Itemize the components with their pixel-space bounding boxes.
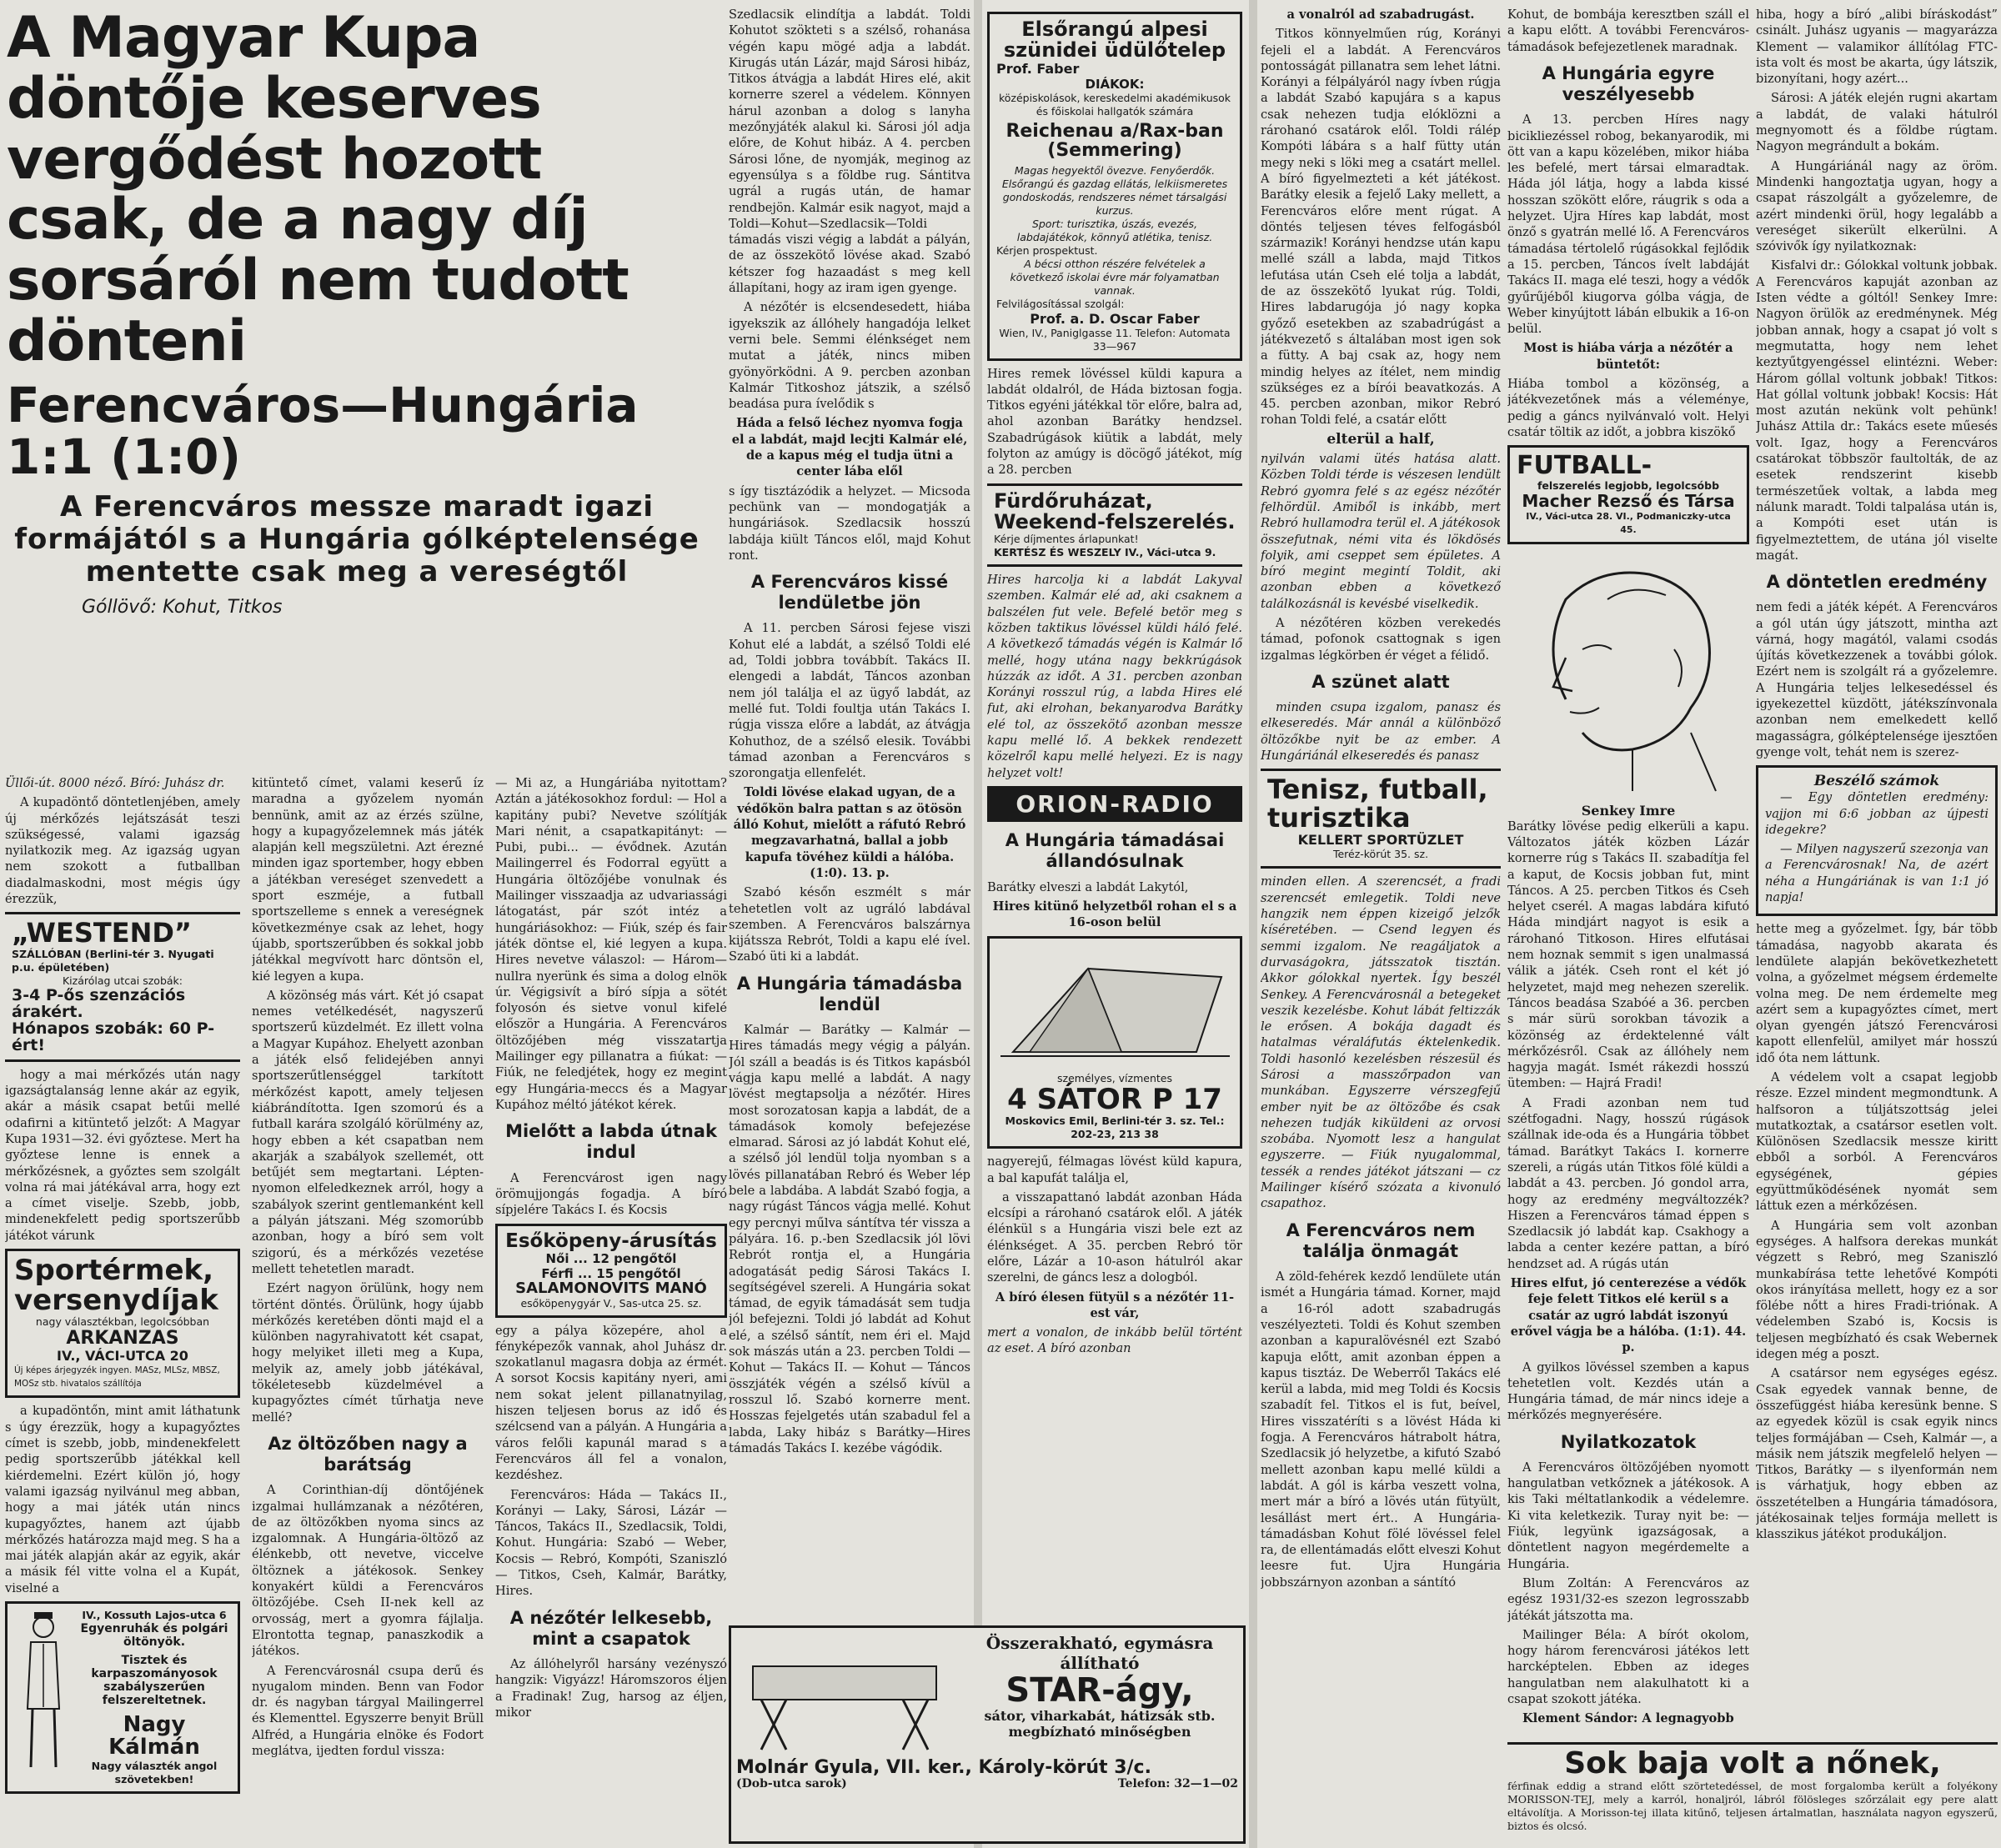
officer-figure-icon xyxy=(14,1609,73,1775)
bold-paragraph: elterül a half, xyxy=(1326,430,1435,448)
venue-line: Üllői-út. 8000 néző. Bíró: Juhász dr. xyxy=(5,776,225,790)
ad-nagy-kalman xyxy=(5,1601,240,1794)
body-paragraph: A csatársor nem egységes egész. Csak egyedek vannak benne, de összefüggést hiába keresünk benne. S az egyedek közül is csak egyik nincs teljes formájában — Cseh, Kalmár —, a másik nem játszik megfelelő helyen — Titkos, Barátky — s ilyenformán nem is várhatjuk, hogy ebben az összetételben a Hungária támadósora, játékosainak teljes formája mellett is klasszikus játékot produkáljon. xyxy=(1756,1366,1998,1542)
body-paragraph: A Corinthian-díj döntőjének izgalmai hullámzanak a nézőtéren, de az öltözőkben nyoma sincs az izgalomnak. A Hungária-öltöző az élénkebb, ott nevetve, viccelve öltöznek a játékosok. Senkey konyakért küldi a Ferencváros öltözőjébe. Cseh II-nek kell az orvosság, mert a gyomra fájlalja. Elrontotta tegnap, panaszkodik a játékos. xyxy=(252,1483,484,1659)
ad-star-title: Összerakható, egymásra állítható xyxy=(985,1633,1214,1673)
main-headline: A Magyar Kupa döntője keserves vergődést hozott csak, de a nagy díj sorsáról nem tudott dönteni xyxy=(7,8,629,374)
section-heading: A szünet alatt xyxy=(1311,671,1450,692)
ad-nagy-line2: Tisztek és karpaszományosok szabályszerűen felszereltetnek. xyxy=(91,1654,218,1708)
ad-westend-line4: Hónapos szobák: 60 P-ért! xyxy=(12,1019,215,1054)
body-paragraph: A nézőtér is elcsendesedett, hiába igyekszik az állóhely hangadója lelket verni bele. Semmi élénkséget nem mutat a játék, nincs miben gyönyörködni. A 9. percben azonban Kalmár Titkoshoz játszik, a szélső beadása pura ívelődik s xyxy=(729,300,970,412)
body-paragraph: Mailinger Béla: A bírót okolom, hogy három ferencvárosi játékos lett harcképtelen. Ebben az ideges hangulatban nem alakulhatott ki a csapat szokott játéka. xyxy=(1507,1627,1749,1707)
bold-paragraph: Hires kitünő helyzetből rohan el s a 16-oson belül xyxy=(992,899,1237,930)
portrait-sketch-icon xyxy=(1507,549,1749,799)
ad-furdo-sub: Kérje díjmentes árlapunkat! xyxy=(994,533,1139,546)
body-paragraph: nyilván valami ütés hatása alatt. Közben Toldi térde is vészesen lendült Rebró gyomra felé s az egész nézőtér felhördül. Amiből is inkább, mert Rebró hullamodra terül el. A játékosok összefutnak, némi vita és lökdösés folyik, ami cseppet sem épületes. A bíró megint megintí Toldit, aki azonban ebben a következő találkozásnál is kevésbé viselkedik. xyxy=(1261,452,1501,611)
section-heading: A Hungária támadásai állandósulnak xyxy=(1005,830,1225,872)
section-heading: Nyilatkozatok xyxy=(1560,1431,1697,1452)
ad-nagy-addr: IV., Kossuth Lajos-utca 6 xyxy=(82,1609,227,1622)
ad-alpesi-addr: Wien, IV., Paniglgasse 11. Telefon: Automata 33—967 xyxy=(999,326,1231,353)
ad-sator-big: 4 SÁTOR P 17 xyxy=(1007,1082,1222,1116)
ad-sportermek-addr: IV., VÁCI-UTCA 20 xyxy=(57,1348,188,1365)
headline-block xyxy=(7,8,724,692)
body-paragraph: A nézőtéren közben verekedés támad, pofonok csattognak s igen izgalmas légkörben ér véget a félidő. xyxy=(1261,615,1501,663)
ad-alpesi-text: középiskolások, kereskedelmi akadémikusok és főiskolai hallgatók számára xyxy=(998,92,1231,118)
left-col-3 xyxy=(495,775,727,1842)
ad-sator-name: Moskovics Emil, Berlini-tér 3. sz. Tel.: 202-23, 213 38 xyxy=(1005,1114,1225,1141)
body-paragraph: A Hungária sem volt azonban egységes. A halfsora derekas munkát végzett s Rebró, meg Szaniszló munkabírása tette lehetővé Kompóti okos irányítása mellett, hogy ez a sor fölébe nőtt a hires Fradi-triónak. A védelemben Szabó is, Kocsis is teljesen megbízható és csak Webernek idegen még a poszt. xyxy=(1756,1218,1998,1362)
bold-paragraph: Háda a felső léchez nyomva fogja el a labdát, majd lecjti Kalmár elé, de a kapus még el tudja ütni a center lába elől xyxy=(731,416,968,479)
body-paragraph: A védelem volt a csapat legjobb része. Ezzel mindent megmondtunk. A halfsoron a túljátszottság jelei mutatkoztak, a csatársor esetlen volt. Különösen Szedlacsik messze kiritt ebből a sorból. A Ferencváros egységének, gépies együttműködésének nyomát sem láttuk ezen a mérkőzésen. xyxy=(1756,1070,1998,1214)
middle-column xyxy=(982,0,1249,1848)
section-heading: A Hungária egyre veszélyesebb xyxy=(1542,63,1715,105)
right-col-2 xyxy=(1507,7,1749,1840)
ad-sok-baja-text: férfinak eddig a strand előtt szörtetedéssel, de most forgalomba került a folyékony MORISSON-TEJ, mely a karról, honaljról, lábról fölösleges szőrzálait egy pere alatt eltávolítja. A Morisson-tej illata kitűnő, teljesen ártalmatlan, használata nagyon egyszerű, biztos és olcsó. xyxy=(1507,1779,1998,1832)
ad-alpesi-sport: Sport: turisztika, úszás, evezés, labdajátékok, könnyű atlétika, tenisz. xyxy=(1016,217,1213,243)
bold-paragraph: Toldi lövése elakad ugyan, de a védőkön balra pattan s az ötösön álló Kohut, mielőtt a ráfutó Rebró megzavarhatná, ballal a jobb kapufa tövéhez küldi a hálóba. (1:0). 13. p. xyxy=(733,785,966,880)
ad-nagy-line3: Nagy választék angol szövetekben! xyxy=(91,1759,218,1785)
body-paragraph: A Ferencváros öltözőjében nyomott hangulatban vetkőznek a játékosok. A kis Taki méltatlankodik a védelemre. Ki vita keletkezik. Turay nyit be: — Fiúk, legyünk igazságosak, a döntetlent nagyon megérdemelte a Hungária. xyxy=(1507,1460,1749,1571)
ad-esokopeny-addr: esőköpenygyár V., Sas-utca 25. sz. xyxy=(520,1296,702,1310)
ad-star-agy xyxy=(729,1625,1246,1844)
ad-alpesi xyxy=(987,12,1242,361)
body-paragraph: A zöld-fehérek kezdő lendülete után ismét a Hungária támad. Korner, majd a 16-ról adott szabadrugás veszélyezteti. Toldi és Kohut szemben azonban a kapuralövésnél ezt Szabó kapuja előtt, amit azonban éppen a kapus tisztáz. De Weberről Takács elé kerül a labda, mid meg Toldi és Kocsis szabadít fel. Titkos el is fut, beível, Hires visszatéríti s a lövést Háda ki fogja. A Ferencváros hátrabolt hátra, Szedlacsik jó helyzetbe, a kifutó Szabó mellett azonban kapu mellé küldi a labdát. A gól is kárba veszett volna, mert már a bíró a lövés után fütyült, lesállást mert ért.. A Hungária-támadásban Kohut fölé lövéssel felel ra, de ellentámadás előtt elveszi Kohut leesre fut. Ujra Hungária jobbszárnyon azonban a sántító xyxy=(1261,1270,1501,1590)
ad-esokopeny-name: SALAMONOVITS MANÓ xyxy=(515,1279,707,1297)
ad-sator xyxy=(987,936,1242,1149)
ad-star-name: Molnár Gyula, VII. ker., Károly-körút 3/c. xyxy=(736,1757,1151,1778)
bold-paragraph: Hires elfut, jó centerezése a védők feje felett Titkos elé kerül s a csatár az ugró labdát iszonyú erővel vágja be a hálóba. (1:1). 44. p. xyxy=(1510,1276,1747,1355)
body-paragraph: Ferencváros: Háda — Takács II., Korányi — Laky, Sárosi, Lázár — Táncos, Takács II., Szedlacsik, Toldi, Kohut. Hungária: Szabó — Weber, Kocsis — Rebró, Kompóti, Szaniszló — Titkos, Cseh, Kalmár, Barátky, Hires. xyxy=(495,1487,727,1599)
body-paragraph: Sárosi: A játék elején rugni akartam a labdát, de valaki hátulról megnyomott és a földbe rúgtam. Nagyon megrándult a bokám. xyxy=(1756,91,1998,154)
bold-paragraph: A bíró élesen fütyül s a nézőtér 11-est vár, xyxy=(995,1290,1235,1320)
ad-futball-name: Macher Rezső és Társa xyxy=(1522,490,1735,511)
ad-tenisz-title: Tenisz, futball, turisztika xyxy=(1267,774,1488,834)
body-paragraph: a kupadöntőn, mint amit láthatunk s úgy érezzük, hogy a kupagyőztes címet is szebb, jobb, mindenekfelett pedig sportszerűbb játékkal kell kiérdemelni. Ezért külön jó, hogy valami igazság nyilvánul meg abban, hogy a mai játék után nincs kupagyőztes, hanem azt újabb mérkőzés határozza majd meg. S ha a mai játék alapján akár az egyik, akár a másik fél vitte volna el a Kupát, viselné a xyxy=(5,1404,240,1595)
ad-furdo-title: Fürdőruházat, Weekend-felszerelés. xyxy=(994,488,1236,533)
score-line-1: Ferencváros—Hungária xyxy=(7,376,639,433)
ad-esokopeny-ferfi: Férfi ... 15 pengőtől xyxy=(541,1265,681,1281)
box-beszelo-title: Beszélő számok xyxy=(1813,773,1940,790)
body-paragraph: egy a pálya közepére, ahol a fényképezők vannak, ahol Juhász dr. szokatlanul magasra dobja az érmét. A sorsot Kocsis kapitány nyeri, ami nem sokat jelent pillanatnyilag, hiszen teljesen borus az idő és szélcsend van a pályán. A Hungária a város felőli kapunál marad s a Ferencváros áll fel a vonalon, kezdéshez. xyxy=(495,1323,727,1483)
body-paragraph: hiba, hogy a bíró „alibi bíráskodást” csinált. Juhász ugyanis — magyarázza Klement — valamikor állítólag FTC-ista volt és most be akarta, úgy látszik, bizonyítani, hogy azért... xyxy=(1756,8,1998,87)
ad-tenisz-name: KELLERT SPORTÜZLET xyxy=(1297,832,1464,849)
ad-esokopeny-title: Esőköpeny-árusítás xyxy=(505,1229,717,1252)
ad-sator-desc: személyes, vízmentes xyxy=(1057,1071,1172,1084)
scorers-line: Góllövő: Kohut, Titkos xyxy=(82,596,283,618)
section-heading: A döntetlen eredmény xyxy=(1766,572,1988,593)
ad-alpesi-prof: Prof. Faber xyxy=(996,61,1080,78)
ad-star-desc: sátor, viharkabát, hátizsák stb. megbízható minőségben xyxy=(984,1708,1216,1740)
ad-westend xyxy=(5,912,240,1061)
ad-furdo xyxy=(987,483,1242,567)
body-paragraph: A közönség más várt. Két jó csapat nemes vetélkedését, nagyszerű sportszerű küzdelmét. Ez illett volna a Magyar Kupához. Ehelyett azonban a játék első felidejében annyi sportszerűtlenséggel tarkított mérkőzést kapott, amely teljesen kiábrándította. Igen szomorú és a futball karára szolgáló körülmény az, hogy ebben a két csapatban nem akarják a szabályok szellemét, ott betűjét sem megtartani. Lépten-nyomon elfeledkeznek arról, hogy a szabályok szerint gentlemanként kell a pályán játszani. Még szomorúbb azonban, hogy a bíró sem volt szigorú, és a mérkőzés vezetése mellett tehetetlen maradt. xyxy=(252,988,484,1276)
ad-alpesi-desc: Magas hegyektől övezve. Fenyőerdők. Elsőrangú és gazdag ellátás, lelkiismeretes gondoskodás, rendszeres német társalgási kurzus. xyxy=(1001,163,1228,217)
ad-sportermek-small: Új képes árjegyzék ingyen. MASz, MLSz, MBSZ, MOSz stb. hivatalos szállítója xyxy=(14,1365,220,1390)
body-paragraph: Barátky elveszi a labdát Lakytól, xyxy=(987,879,1189,894)
ad-nagy-line1: Egyenruhák és polgári öltönyök. xyxy=(80,1622,228,1650)
box-beszelo-1: — Egy döntetlen eredmény: vajjon mi 6:6 jobban az újpesti idegekre? xyxy=(1765,790,1988,837)
body-paragraph: A Fradi azonban nem tud szétfogadni. Nagy, hosszú rúgások szállnak ide-oda és a Hungária többet támad. Barátkyt Takács I. kornerre szereli, a rúgás után Titkos fölé küldi a labdát a 43. percben. Jó gondol arra, hogy az eredmény megváltozzék? Hiszen a Ferencváros támad éppen s Szedlacsik jó labdát kap. Csakhogy a labda a center kezére pattan, a bíró hendzset ad. A rúgás után xyxy=(1507,1095,1749,1271)
body-paragraph: minden csupa izgalom, panasz és elkeseredés. Már annál a különböző öltözőkbe nyit be az ember. A Hungáriánál elkeseredés és panasz xyxy=(1261,700,1501,763)
left-col-1 xyxy=(5,775,240,1842)
body-paragraph: A 11. percben Sárosi fejese viszi Kohut elé a labdát, a szélső Toldi elé ad, Toldi jobbra továbbít. Takács II. elengedi a labdát, Táncos azonban nem jól találja el az ügyő labdát, az mellé fut. Toldi foultja után Takács I. rúgja vissza előre a labdát, az átvágja Kohuthoz, de a szélső elesik. További támad azonban a Ferencváros s szorongatja ellenfelét. xyxy=(729,621,970,781)
ad-orion xyxy=(987,786,1242,822)
ad-alpesi-contact: Felvilágosítással szolgál: xyxy=(996,297,1125,310)
body-paragraph: Hires harcolja ki a labdát Lakyval szemben. Kalmár elé ad, aki csaknem a balszélen fut vele. Befelé betör meg s közben taktikus lövéssel küldi háló felé. A következő támadás végén is Kalmár lő mellé, hogy utána nagy bekkrúgások húzzák az időt. A 31. percben azonban Korányi rosszul rúg, a labda Hires elé fut, aki elrohan, bekanyarodva Barátky elé tol, az összekötő azonban messze kapu mellé lő. A bekkek rendezett közelről kapu mellé helyezi. Ez is nagy helyzet volt! xyxy=(987,573,1242,780)
page-gutter xyxy=(1249,0,1257,1848)
section-heading: A nézőtér lelkesebb, mint a csapatok xyxy=(509,1607,713,1649)
body-paragraph: Klement Sándor: A legnagyobb xyxy=(1522,1711,1734,1726)
ad-tenisz-addr: Teréz-körút 35. sz. xyxy=(1332,848,1429,861)
body-paragraph: — Mi az, a Hungáriába nyitottam? Aztán a játékosokhoz fordul: — Hol a kapitány pubi? Nevetve szólítják Mari nénit, a csapatkapitányt: — Pubi, pubi... — évődnek. Azután Mailingerrel és Fodorral együtt a Hungária öltözőjébe vonulnak és Mailinger visszaadja az udvariassági látogatást, pár szót intéz a hungáriásokhoz: — Fiúk, szép és fair játék döntse el, kié legyen a kupa. Hires nevetve válaszol: — Három—nullra nyerünk és sima a dolog elnök úr. Végigsivít a bíró sípja a sötét folyosón és sietve vonul kifelé először a Hungária. A Ferencváros öltözőjében még visszatartja Mailinger egy pillanatra a fiúkat: — Fiúk, ne feledjétek, hogy ez megint egy Hungária-meccs és a Magyar Kupához méltó játékot kérek. xyxy=(495,776,727,1112)
score-line-2: 1:1 (1:0) xyxy=(7,428,242,485)
body-paragraph: Hiába tombol a közönség, a játékvezetőnek más a véleménye, pedig a gáncs nyilvánvaló volt. Helyi csatár töltik az időt, a jobbra kiszökő xyxy=(1507,377,1749,439)
left-col-2 xyxy=(252,775,484,1842)
ad-westend-line3: 3-4 P-ős szenzációs árakért. xyxy=(12,985,186,1021)
body-paragraph: mert a vonalon, de inkább belül történt az eset. A bíró azonban xyxy=(987,1325,1242,1356)
body-paragraph: A kupadöntő döntetlenjében, amely új mérkőzés lejátszását teszi szükségessé, valami igazság nyilatkozik meg. Az igazság ugyan nem szokott a futballban diadalmaskodni, most mégis úgy érezzük, xyxy=(5,795,240,907)
ad-star-tel: Telefon: 32—1—02 xyxy=(1117,1777,1238,1791)
body-paragraph: nem fedi a játék képét. A Ferencváros a gól után úgy játszott, mintha azt várná, hogy magától, valami csodás újítás következzenek a további gólok. Ezért nem is szolgált rá a győzelemre. A Hungária teljes lelkesedéssel és igyekezettel küzdött, játékszínvonala azonban nem emelkedett kellő magasságra, gólképtelensége ijesztően gyenge volt, tehát nem is szerez- xyxy=(1756,600,1998,759)
ad-alpesi-name: Prof. a. D. Oscar Faber xyxy=(1030,310,1200,327)
ad-sportermek-line1: nagy választékban, legolcsóbban xyxy=(35,1315,210,1329)
ad-sok-baja xyxy=(1507,1742,1998,1848)
body-paragraph: hette meg a győzelmet. Így, bár több támadása, nagyobb akarata és lendülete alapján bekövetkezhetett volna, a győzelmet mégsem érdemelte volna meg. De nem érdemelte meg azért sem a kupagyőztes címet, mert olyan gyengén játszó Ferencvárosi kapott ellenfelül, amilyet már hosszú idő óta nem láttunk. xyxy=(1756,922,1998,1065)
ad-nagy-name: Nagy Kálmán xyxy=(108,1712,200,1760)
body-paragraph: Barátky lövése pedig elkerüli a kapu. Változatos játék közben Lázár kornerre rúg s Takács II. szabadítja fel a kaput, de Kocsis jobban fut, mint Táncos. A 25. percben Titkos és Cseh helyet cserél. A magas labdára kifutó Háda mindjárt nagyot is esik a rárohanó Titkoson. Hires elfutásai nem hoznak semmit s igen unalmassá válik a játék. Cseh ront el két jó helyzetet, majd meg nehezen szerelik. Táncos beadása Szabóé a 36. percben s már sürü sorokban távozik a közönség az érdektelenné vált mérkőzésről. Csak az állóhely nem hagyja magát. Ismét rákezdi hosszú ütemben: — Hajrá Fradi! xyxy=(1507,819,1749,1091)
body-paragraph: Blum Zoltán: A Ferencváros az egész 1931/32-es szezon legrosszabb játékát játszotta ma. xyxy=(1507,1575,1749,1623)
body-paragraph: A 13. percben Híres nagy bicikliezéssel robog, bekanyarodik, mi ött van a kapu közelében, mikor hiába les befelé, mert társai elmaradtak. Háda jól látja, hogy a labda kissé hosszan szökött előre, ráugrik s oda a helyzet. Ujra Híres kap labdát, most önző s gyatrán mellé lő. A Ferencváros támadása tértolelő rúgásokkal fejlődik a 15. percben, Táncos ívelt labdáját Takács II. maga elé teszi, hogy a védők gyűrűjéből kiugorva gólba vágja, de Weber kinyújtott lábán elbukik a 16-on belül. xyxy=(1507,113,1749,337)
ad-westend-line2: Kizárólag utcai szobák: xyxy=(62,974,183,987)
body-paragraph: A gyilkos lövéssel szemben a kapus tehetetlen volt. Kezdés után a Hungária támad, de már nincs ideje a mérkőzés megnyerésére. xyxy=(1507,1360,1749,1423)
body-paragraph: A Hungáriánál nagy az öröm. Mindenki hangoztatja ugyan, hogy a csapat rászolgált a győzelemre, de azért mindenki örül, hogy legalább a vereséget sikerült elkerülni. A szóvivők így nyilatkoznak: xyxy=(1756,158,1998,254)
ad-esokopeny-noi: Női ... 12 pengőtől xyxy=(545,1250,677,1266)
body-paragraph: a vonalról ad szabadrugást. xyxy=(1286,8,1475,22)
body-paragraph: a visszapattanó labdát azonban Háda elcsípi a rárohanó csatárok elől. A játék élénkül s a Hungária viszi bele ezt az élénkséget. A 35. percben Rebró tör előre, Lázár a 10-ason hátulról akar szerelni, de gáncs lesz a dologból. xyxy=(987,1189,1242,1285)
body-paragraph: Kisfalvi dr.: Gólokkal voltunk jobbak. A Ferencváros kapuját azonban az Isten védte a góltól! Senkey Imre: Nagyon örülök az eredménynek. Még jobban annak, hogy a csapat jó volt s megmutatta, hogy nem lehet keztyűtgyengéssel elintézni. Weber: Három góllal voltunk jobbak! Titkos: Hat góllal voltunk jobbak! Kocsis: Hát most azután nekünk volt pehünk! Juhász Attila dr.: Takács esete műesés volt. Igaz, hogy a Ferencváros csatárokat többször faultolták, de az esetek rendszerint kisebb természetűek voltak, a labda meg nálunk maradt. Toldi talpalása után is, a Kompóti eset után is figyelmeztettem, de utána jól viselte magát. xyxy=(1756,258,1998,563)
body-paragraph: Szedlacsik elindítja a labdát. Toldi Kohutot szökteti s a szélső, rohanása végén kapu mögé adja a labdát. Kirugás után Lázár, majd Sárosi hibáz, Titkos átvágja a labdát Hires elé, akit kornerre szerel a védelem. Könnyen hárul azonban a dolog s lanyha mezőnyjáték alakul ki. Sárosi jól adja előre, de Kohut hibáz. A 4. percben Sárosi lőne, de nyomják, meginog az egyensúlya s a földbe rug. Sántitva ugrál a rugás után, de hamar rendbejön. Kalmár esik nagyot, majd a Toldi—Kohut—Szedlacsik—Toldi támadás viszi végig a labdát a pályán, de az összekötő lövése akad. Szabó kétszer fog hazaadást s meg kell állapítani, hogy az iram igen gyenge. xyxy=(729,8,970,296)
body-paragraph: kitüntető címet, valami keserű íz maradna a győzelem nyomán bennünk, amit az az érzés szülne, hogy a kupagyőzelemnek más játék alapján kell megszületni. Azt érezné minden igaz sportember, hogy ebben a játékban vereséget szenvedett a sport eszméje, a futball sportszelleme s ennek a vereségnek következménye csak az lehet, hogy újabb, sportszerűbben és sokkal jobb játékkal megvívott harc döntsön el, kié legyen a kupa. xyxy=(252,776,484,984)
right-col-1 xyxy=(1261,7,1501,1840)
ad-sportermek-name: ARKANZAS xyxy=(66,1328,179,1350)
body-paragraph: minden ellen. A szerencsét, a fradi szerencsét emlegetik. Toldi neve hangzik nem éppen kizeigő jelzők kíséretében. — Csend legyen és semmi izgalom. Ne reagáljatok a durvaságokra, játsszatok tisztán. Akkor gólokkal nyertek. Így beszél Senkey. A Ferencvárosnál a betegeket veszik kezelésbe. Kohut lábát feltizzák le erősen. A bokája dagadt és hatalmas véraláfutás éktelenkedik. Toldi hasonló kezelésben részesül és Sárosi a masszőrpadon van munkában. Egyszerre vérszegfejű ember nyit be az öltözőbe és csak nehezen tudják kiküldeni az orvosi szobába. Nyomott lesz a hangulat egyszerre. — Fiúk nyugalommal, tessék a rendes játékot játszani — cz Mailinger kísérő szózata a kivonuló csapathoz. xyxy=(1261,874,1501,1211)
ad-futball xyxy=(1507,445,1749,544)
body-paragraph: Ezért nagyon örülünk, hogy nem történt döntés. Örülünk, hogy újabb mérkőzés keretében dönti majd el a különben nagyrahivatott két csapat, hogy melyiket illeti meg a Kupa, melyik az, amely jobb játékával, tökéletesebb küzdelmével a kupagyőztes címét tűrhatja neve mellé? xyxy=(252,1281,484,1425)
body-paragraph: Kohut, de bombája keresztben száll el a kapu előtt. A további Ferencváros-támadások befejezetlenek maradnak. xyxy=(1507,8,1749,54)
ad-futball-line: felszerelés legjobb, legolcsóbb xyxy=(1537,478,1720,492)
ad-alpesi-title: Elsőrangú alpesi szünidei üdülőtelep xyxy=(1003,18,1226,63)
body-paragraph: Az állóhelyről harsány vezényszó hangzik: Vigyázz! Háromszoros éljen a Fradinak! Zug, harsog az éljen, mikor xyxy=(495,1656,727,1720)
ad-sportermek-title: Sportérmek, versenydíjak xyxy=(14,1253,218,1317)
body-paragraph: nagyerejű, félmagas lövést küld kapura, a bal kapufát találja el, xyxy=(987,1154,1242,1185)
cot-illustration-icon xyxy=(736,1633,953,1758)
tent-illustration-icon xyxy=(996,944,1235,1069)
body-paragraph: A Ferencvárosnál csupa derű és nyugalom minden. Benn van Fodor dr. és nagyban tárgyal Mailingerrel és Klementtel. Egyszerre benyit Brüll Alfréd, a Hungária elnöke és Fodort meglátva, ijedten fordul vissza: xyxy=(252,1663,484,1758)
body-paragraph: A Ferencvárost igen nagy örömujjongás fogadja. A bíró sípjelére Takács I. és Kocsis xyxy=(495,1170,727,1218)
page-gutter xyxy=(974,0,982,1848)
subheadline: A Ferencváros messze maradt igazi formájától s a Hungária gólképtelensége mentette csak meg a vereségtől xyxy=(14,489,700,588)
ad-westend-title: „WESTEND” xyxy=(12,917,192,949)
ad-alpesi-diakok: DIÁKOK: xyxy=(1085,77,1145,93)
ad-tenisz xyxy=(1261,769,1501,869)
body-paragraph: Titkos könnyelműen rúg, Korányi fejeli el a labdát. A Ferencváros pontosságát pillanatra sem lehet látni. Korányi a félpályáról nagy ívben rúgja a labdát Szabó kapujára s a kapus csak nehezen tudja elóklözni a rárohanó csatárok elől. Toldi rálép Kompóti lábára s a half fütty után megy neki s löki meg a csatárt mellel. A bíró figyelmezteti a két játékost. Barátky elesik a fejelő Laky mellett, a Ferencváros előre ment rúgat. A döntés teljesen téves felfogásból származik! Korányi hendzse után kapu mellé száll a labda, majd Titkos lefutása után Cseh elé tolja a labdát, de az összekötő lyukat rúg. Toldi, Hires labdarugója jó nagy kopka győző esetekben az szabadrúgást a játékvezető s általában most igen sok a fütty. A baj csak az, hogy nem mindig helyes az ítélet, nem mindig szükséges ez a bírói beavatkozás. A 45. percben azonban, mikor Rebró rohan Toldi felé, a csatár előtt xyxy=(1261,27,1501,428)
portrait-caption: Senkey Imre xyxy=(1581,802,1676,819)
ad-sok-baja-title: Sok baja volt a nőnek, xyxy=(1564,1746,1941,1780)
ad-futball-title: FUTBALL- xyxy=(1517,451,1652,481)
section-heading: Mielőtt a labda útnak indul xyxy=(505,1121,717,1163)
box-beszelo-szamok xyxy=(1756,765,1998,916)
middle-column-content xyxy=(987,7,1242,1840)
ad-alpesi-place: Reichenau a/Rax-ban (Semmering) xyxy=(1006,121,1224,162)
section-heading: A Ferencváros kissé lendületbe jön xyxy=(750,572,949,613)
section-heading: A Hungária támadásba lendül xyxy=(736,973,963,1014)
ad-star-big: STAR-ágy, xyxy=(1006,1671,1194,1710)
ad-star-addr: (Dob-utca sarok) xyxy=(736,1777,847,1791)
ad-futball-addr: IV., Váci-utca 28. VI., Podmaniczky-utca 45. xyxy=(1526,510,1731,535)
ad-sportermek xyxy=(5,1249,240,1398)
box-beszelo-2: — Milyen nagyszerű szezonja van a Ferencvárosnak! Na, de azért néha a Hungáriának is van 1:1 jó napja! xyxy=(1765,842,1988,905)
ad-alpesi-prosp: Kérjen prospektust. xyxy=(996,243,1098,257)
section-heading: A Ferencváros nem találja önmagát xyxy=(1286,1219,1476,1261)
right-col-3 xyxy=(1756,7,1998,1740)
ad-furdo-name: KERTÉSZ ÉS WESZELY IV., Váci-utca 9. xyxy=(994,546,1216,559)
body-paragraph: Hires remek lövéssel küldi kapura a labdát oldalról, de Háda biztosan fogja. Titkos egyéni játékkal tör előre, balra ad, ahol azonban Barátky hendzsel. Szabadrúgások kiütik a labdát, mely folyton az amúgy is döcögő játékot, míg a 28. percben xyxy=(987,366,1242,478)
bold-paragraph: Most is hiába várja a nézőtér a büntetőt: xyxy=(1523,341,1733,372)
body-paragraph: s így tisztázódik a helyzet. — Micsoda pechünk van — mondogatják a hungáriások. Szedlacsik hosszú labdája kiült Táncos elől, majd Kohut ront. xyxy=(729,483,970,563)
right-page xyxy=(1257,0,2001,1848)
section-heading: Az öltözőben nagy a barátság xyxy=(268,1433,468,1475)
body-paragraph: hogy a mai mérkőzés után nagy igazságtalanság lenne akár az egyik, akár a másik csapat betűi mellé odafirni a kitüntető jelzőt: A Magyar Kupa 1931—32. évi győztese. Mert ha győztese lenne is ennek a mérkőzésnek, a győztes sem szolgált volna rá mai játékával arra, hogy ezt a címet viselje. Szebb, jobb, mindenekfelett pedig sportszerűbb játékot várunk xyxy=(5,1067,240,1243)
left-col-4 xyxy=(729,7,970,1840)
ad-esokopeny xyxy=(495,1224,727,1318)
ad-alpesi-note: A bécsi otthon részére felvételek a következő iskolai évre már folyamatban vannak. xyxy=(1010,257,1220,297)
ad-orion-title: ORION-RADIO xyxy=(1016,789,1214,818)
left-page xyxy=(0,0,974,1848)
body-paragraph: Kalmár — Barátky — Kalmár — Hires támadás megy végig a pályán. Jól száll a beadás is és Titkos kapásból vágja kapu mellé a labdát. A nagy lövést megtapsolja a nézőtér. Hires most sorozatosan kapja a labdát, de a támadások komoly befejezése elmarad. Sárosi az jó labdát Kohut elé, a szélső jól lendül tolja nyomban s a lövés pillanatában Rebró és Weber lép bele a labdába. A labdát Szabó fogja, a nagy rúgást Táncos vágja mellé. Kohut egy percnyi műlva sántítva tér vissza a pályára. 16. p.-ben Szedlacsik jól lövi Rebrót rontja el, a Hungária adogatását pedig Sárosi Takács I. segítségével szereli. A Hungária sokat támad, de egyik támadását sem tudja jól befejezni. Toldi jó labdát ad Kohut elé, a szélső sántít, nem éri el. Majd sok mászás után a 23. percben Toldi — Kohut — Takács II. — Kohut — Táncos összjáték végén a szélső kívül a rosszul lő. Szabó kornerre ment. Hosszas fejelgetés után szabadul fel a labda, Laky hibáz s Barátky—Hires támadás Takács I. kezébe vágódik. xyxy=(729,1023,970,1455)
body-paragraph: Szabó későn eszmélt s már tehetetlen volt az ugráló labdával szemben. A Ferencváros balszárnya kijátssza Rebrót, Toldi a kapu elé ível. Szabó üti ki a labdát. xyxy=(729,885,970,964)
ad-westend-line1: SZÁLLÓBAN (Berlini-tér 3. Nyugati p.u. épületében) xyxy=(12,947,214,974)
